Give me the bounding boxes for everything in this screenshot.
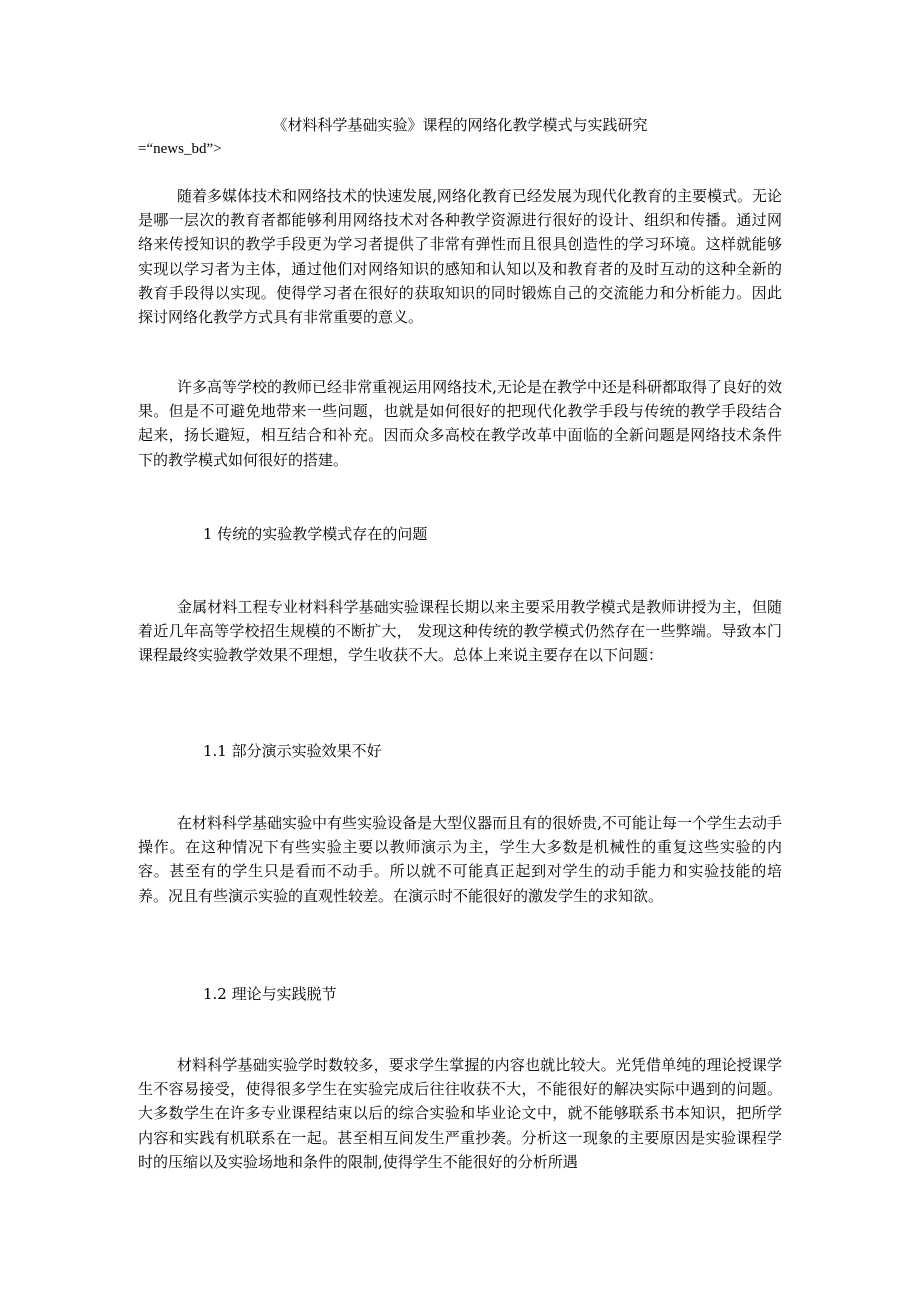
section-heading-1: 1 传统的实验教学模式存在的问题 (203, 525, 428, 543)
paragraph-theory-practice: 材料科学基础实验学时数较多，要求学生掌握的内容也就比较大。光凭借单纯的理论授课学生不容易接受，使得很多学生在实验完成后往往收获不大，不能很好的解决实际中遇到的问题。大多数学生在许多专业课程结束以后的综合实验和毕业论文中，就不能够联系书本知识，把所学内容和实践有机联系在一起。甚至相互间发生严重抄袭。分析这一现象的主要原因是实验课程学时的压缩以及实验场地和条件的限制,使得学生不能很好的分析所遇 (138, 1056, 782, 1171)
paragraph-demo-experiments: 在材料科学基础实验中有些实验设备是大型仪器而且有的很娇贵,不可能让每一个学生去动手操作。在这种情况下有些实验主要以教师演示为主，学生大多数是机械性的重复这些实验的内容。甚至有的学生只是看而不动手。所以就不可能真正起到对学生的动手能力和实验技能的培养。况且有些演示实验的直观性较差。在演示时不能很好的激发学生的求知欲。 (138, 814, 782, 905)
section-heading-1-1: 1.1 部分演示实验效果不好 (203, 742, 382, 760)
paragraph-intro: 随着多媒体技术和网络技术的快速发展,网络化教育已经发展为现代化教育的主要模式。无论是哪一层次的教育者都能够利用网络技术对各种教学资源进行很好的设计、组织和传播。通过网络来传授知识的教学手段更为学习者提供了非常有弹性而且很具创造性的学习环境。这样就能够实现以学习者为主体，通过他们对网络知识的感知和认知以及和教育者的及时互动的这种全新的教育手段得以实现。使得学习者在很好的获取知识的同时锻炼自己的交流能力和分析能力。因此探讨网络化教学方式具有非常重要的意义。 (138, 187, 782, 327)
paragraph-teachers: 许多高等学校的教师已经非常重视运用网络技术,无论是在教学中还是科研都取得了良好的效果。但是不可避免地带来一些问题，也就是如何很好的把现代化教学手段与传统的教学手段结合起来，扬长避短，相互结合和补充。因而众多高校在教学改革中面临的全新问题是网络技术条件下的教学模式如何很好的搭建。 (138, 378, 782, 469)
paragraph-traditional-problems: 金属材料工程专业材料科学基础实验课程长期以来主要采用教学模式是教师讲授为主，但随着近几年高等学校招生规模的不断扩大， 发现这种传统的教学模式仍然存在一些弊端。导致本门课程最终实验教学效果不理想，学生收获不大。总体上来说主要存在以下问题： (138, 598, 782, 665)
section-heading-1-2: 1.2 理论与实践脱节 (203, 985, 337, 1003)
stray-markup-text: =“news_bd”> (138, 141, 222, 157)
document-title: 《材料科学基础实验》课程的网络化教学模式与实践研究 (272, 116, 648, 134)
